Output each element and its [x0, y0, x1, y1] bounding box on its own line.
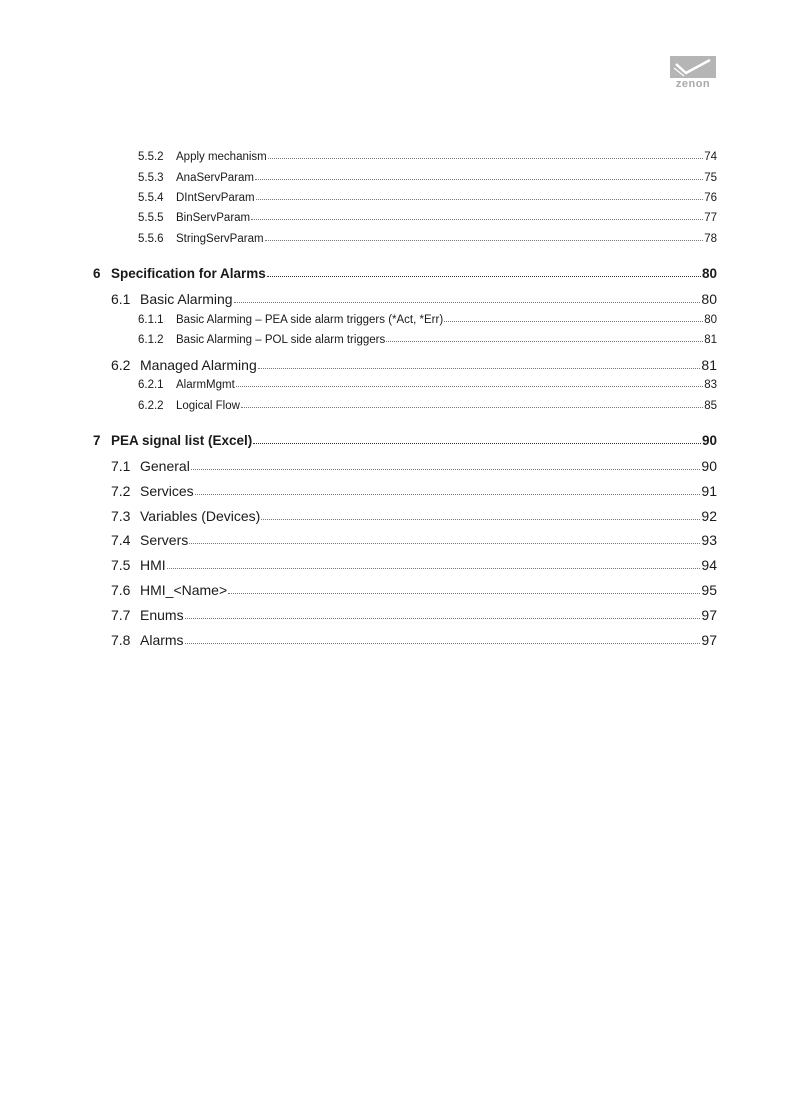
toc-entry[interactable] — [111, 357, 717, 373]
toc-entry[interactable] — [111, 508, 717, 524]
toc-title: Specification for Alarms — [111, 266, 266, 281]
toc-number: 5.5.3 — [138, 172, 164, 184]
toc-page: 90 — [701, 458, 717, 474]
toc-leader — [261, 519, 700, 520]
toc-number: 5.5.2 — [138, 151, 164, 163]
toc-title: StringServParam — [176, 233, 264, 245]
toc-page: 97 — [701, 607, 717, 623]
toc-number: 7.4 — [111, 532, 131, 548]
toc-title: DIntServParam — [176, 192, 255, 204]
toc-leader — [267, 276, 701, 277]
toc-leader — [256, 199, 704, 200]
toc-title: AlarmMgmt — [176, 379, 235, 391]
toc-entry[interactable] — [138, 233, 717, 245]
toc-entry[interactable] — [111, 557, 717, 573]
toc-entry[interactable] — [138, 212, 717, 224]
toc-leader — [253, 443, 701, 444]
toc-number: 7.3 — [111, 508, 131, 524]
zenon-logo-text: zenon — [675, 78, 711, 90]
toc-leader — [228, 593, 700, 594]
toc-page: 97 — [701, 632, 717, 648]
toc-page: 81 — [701, 357, 717, 373]
toc-title: BinServParam — [176, 212, 251, 224]
toc-number: 5.5.5 — [138, 212, 164, 224]
toc-entry[interactable] — [111, 291, 717, 307]
toc-number: 6.2 — [111, 357, 131, 373]
toc-number: 6.1.1 — [138, 314, 164, 326]
toc-leader — [444, 321, 703, 322]
toc-leader — [185, 643, 701, 644]
toc-title: Apply mechanism — [176, 151, 267, 163]
toc-leader — [191, 469, 701, 470]
toc-number: 6.2.1 — [138, 379, 164, 391]
toc-page: 75 — [704, 172, 717, 184]
toc-entry[interactable] — [111, 532, 717, 548]
toc-entry[interactable] — [138, 172, 717, 184]
toc-number: 6 — [93, 266, 101, 281]
toc-title: Logical Flow — [176, 400, 240, 412]
toc-page: 76 — [704, 192, 717, 204]
toc-leader — [258, 368, 701, 369]
toc-number: 6.1 — [111, 291, 131, 307]
toc-title: Services — [140, 483, 194, 499]
toc-entry[interactable] — [138, 379, 717, 391]
toc-number: 6.2.2 — [138, 400, 164, 412]
toc-number: 7.7 — [111, 607, 131, 623]
toc-number: 7.2 — [111, 483, 131, 499]
toc-page: 91 — [701, 483, 717, 499]
toc-page: 95 — [701, 582, 717, 598]
toc-page: 92 — [701, 508, 717, 524]
toc-title: Servers — [140, 532, 189, 548]
toc-page: 80 — [701, 266, 717, 281]
toc-entry[interactable] — [138, 314, 717, 326]
toc-number: 5.5.4 — [138, 192, 164, 204]
toc-leader — [185, 618, 701, 619]
toc-page: 90 — [701, 433, 717, 448]
toc-title: HMI_<Name> — [140, 582, 228, 598]
toc-leader — [241, 407, 703, 408]
toc-entry[interactable] — [111, 458, 717, 474]
toc-leader — [236, 386, 703, 387]
toc-number: 7.1 — [111, 458, 131, 474]
toc-leader — [255, 179, 703, 180]
toc-title: Variables (Devices) — [140, 508, 261, 524]
toc-title: AnaServParam — [176, 172, 254, 184]
toc-title: Basic Alarming – POL side alarm triggers — [176, 334, 386, 346]
toc-page: 94 — [701, 557, 717, 573]
toc-page: 80 — [701, 291, 717, 307]
toc-number: 6.1.2 — [138, 334, 164, 346]
toc-title: PEA signal list (Excel) — [111, 433, 253, 448]
toc-entry[interactable] — [111, 582, 717, 598]
toc-page: 83 — [704, 379, 717, 391]
toc-title: Alarms — [140, 632, 184, 648]
toc-entry[interactable] — [138, 192, 717, 204]
toc-entry[interactable] — [138, 334, 717, 346]
toc-entry[interactable] — [93, 266, 717, 281]
toc-page: 78 — [704, 233, 717, 245]
toc-entry[interactable] — [111, 483, 717, 499]
toc-title: General — [140, 458, 190, 474]
toc-number: 7 — [93, 433, 101, 448]
toc-page: 80 — [704, 314, 717, 326]
toc-title: Basic Alarming – PEA side alarm triggers (*Act, *Err) — [176, 314, 444, 326]
toc-page: 85 — [704, 400, 717, 412]
toc-page: 74 — [704, 151, 717, 163]
toc-title: Basic Alarming — [140, 291, 233, 307]
toc-leader — [167, 568, 701, 569]
toc-number: 7.5 — [111, 557, 131, 573]
toc-page: 93 — [701, 532, 717, 548]
toc-number: 5.5.6 — [138, 233, 164, 245]
toc-leader — [268, 158, 703, 159]
toc-number: 7.8 — [111, 632, 131, 648]
toc-title: Enums — [140, 607, 184, 623]
toc-leader — [195, 494, 701, 495]
toc-title: Managed Alarming — [140, 357, 257, 373]
toc-entry[interactable] — [111, 632, 717, 648]
toc-entry[interactable] — [138, 400, 717, 412]
toc-entry[interactable] — [138, 151, 717, 163]
toc-number: 7.6 — [111, 582, 131, 598]
toc-leader — [189, 543, 700, 544]
toc-page: 81 — [704, 334, 717, 346]
toc-entry[interactable] — [111, 607, 717, 623]
toc-leader — [234, 302, 701, 303]
toc-leader — [251, 219, 703, 220]
toc-leader — [265, 240, 704, 241]
toc-leader — [386, 341, 703, 342]
toc-entry[interactable] — [93, 433, 717, 448]
toc-page: 77 — [704, 212, 717, 224]
toc-title: HMI — [140, 557, 166, 573]
